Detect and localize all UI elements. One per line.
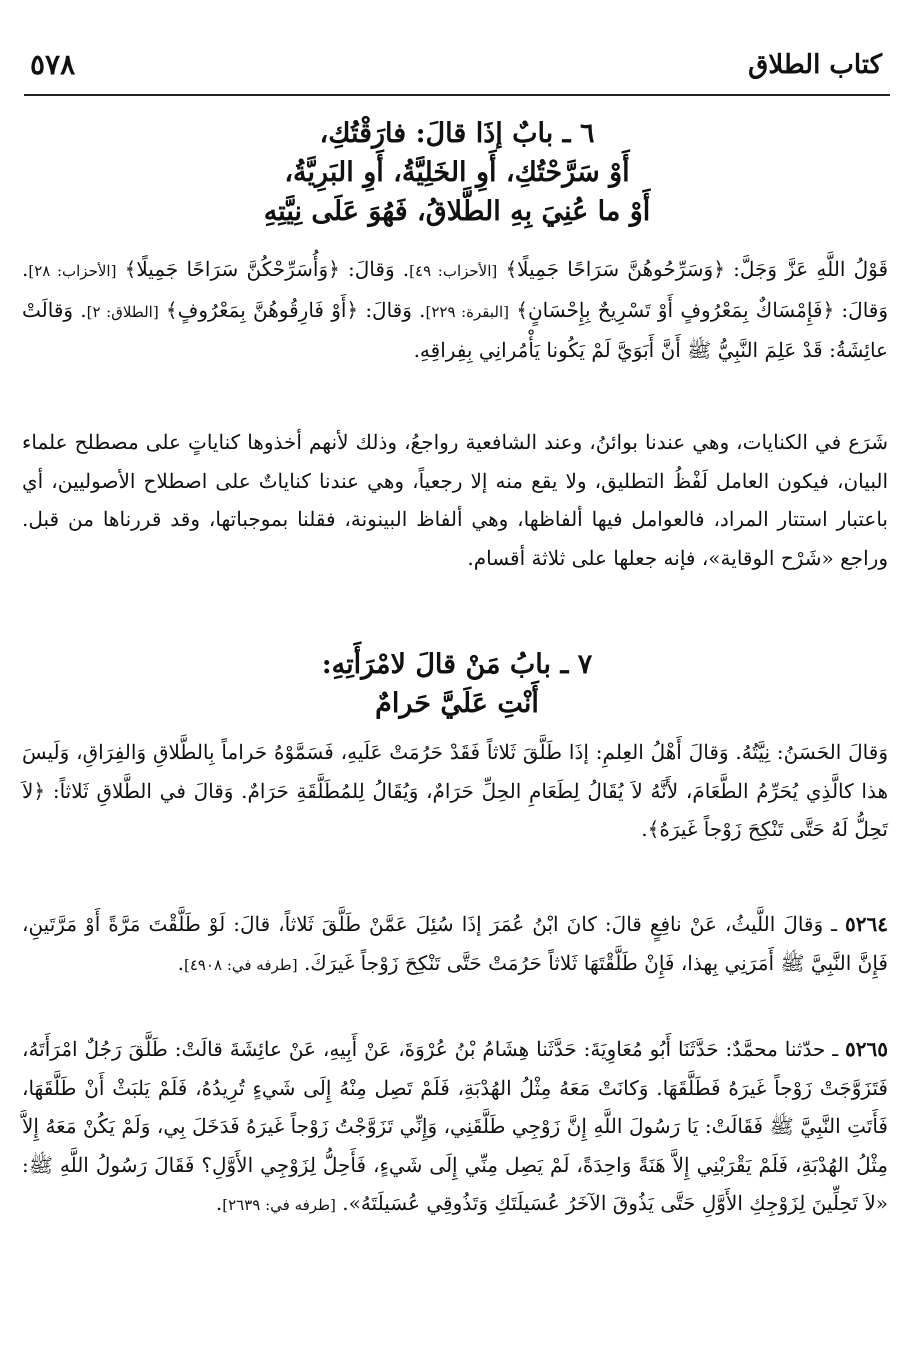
- verse-reference: [الطلاق: ٢]: [86, 302, 159, 321]
- verse-reference: [الأحزاب: ٢٨]: [28, 262, 117, 280]
- hadith-number: ٥٢٦٤: [845, 912, 888, 936]
- para-text: . وَقالَ: ﴿أَوْ فَارِقُوهُنَّ بِمَعْرُوفٍ﴾: [165, 297, 426, 322]
- cross-reference: [طرفه في: ٢٦٣٩]: [222, 1196, 336, 1214]
- hadith-end: .: [215, 1191, 223, 1215]
- page-header: [24, 46, 890, 96]
- chapter-6-title-line-1: ٦ ـ بابٌ إذَا قالَ: فارَقْتُكِ،: [319, 118, 595, 149]
- chapter-7-title: [30, 645, 884, 723]
- verse-reference: [البقرة: ٢٢٩]: [425, 302, 510, 321]
- para-text: قَوْلُ اللَّهِ عَزَّ وَجَلَّ: ﴿وَسَرِّحُوهُنَّ سَرَاحًا جَمِيلًا﴾: [505, 257, 889, 281]
- hadith-end: .: [177, 950, 184, 975]
- book-title: كتاب الطلاق: [748, 50, 882, 80]
- hadith-number: ٥٢٦٥: [845, 1037, 889, 1061]
- hadith-5265: [22, 1030, 888, 1225]
- quran-quotes-paragraph: [22, 250, 888, 370]
- chapter-7-intro-paragraph: وَقالَ الحَسَنُ: نِيَّتُهُ. وَقالَ أَهْلُ العِلمِ: إذَا طَلَّقَ ثَلاثاً فَقَدْ حَرُمَتْ عَلَيهِ، فَسَمَّوْهُ حَراماً بِالطَّلاقِ وَالفِرَاقِ، وَلَيسَ هذا كالَّذِي يُحَرِّمُ الطَّعَامَ، لأَنَّهُ لاَ يُقَالُ لِطَعَامِ الحِلِّ حَرَامٌ، وَيُقَالُ لِلمُطَلَّقَةِ حَرَامٌ. وَقالَ في الطَّلاقِ ثَلاثاً: ﴿لاَ تَحِلُّ لَهُ حَتَّى تَنْكِحَ زَوْجاً غَيرَهُ﴾.: [22, 740, 888, 841]
- hadith-text: ـ وَقالَ اللَّيثُ، عَنْ نافِعٍ قالَ: كانَ ابْنُ عُمَرَ إذَا سُئِلَ عَمَّنْ طَلَّقَ ثَلاثاً، قالَ: لَوْ طَلَّقْتَ مَرَّةً أَوْ مَرَّتَينِ، فَإِنَّ النَّبِيَّ ﷺ أَمَرَنِي بِهذا، فَإِنْ طَلَّقْتَهَا ثَلاثاً حَرُمَتْ حَتَّى تَنْكِحَ زَوْجاً غَيرَكَ.: [22, 912, 888, 975]
- verse-reference: [الأحزاب: ٤٩]: [409, 262, 498, 280]
- chapter-6-title: [30, 114, 884, 231]
- chapter-6-title-line-2: أَوْ سَرَّحْتُكِ، أَوِ الخَلِيَّةُ، أَوِ البَرِيَّةُ،: [284, 157, 630, 188]
- para-text: . وَقالَتْ عائِشَةُ: قَدْ عَلِمَ النَّبِيُّ ﷺ أَنَّ أَبَوَيَّ لَمْ يَكُونا يَأْمُرانِي بِفِراقِهِ.: [22, 297, 888, 362]
- hadith-5264: [22, 905, 888, 984]
- chapter-6-title-line-3: أَوْ ما عُنِيَ بِهِ الطَّلاقُ، فَهُوَ عَلَى نِيَّتِهِ: [263, 196, 651, 227]
- hadith-text: ـ حدّثنا محمَّدٌ: حَدَّثَنَا أَبُو مُعَاوِيَةَ: حَدَّثَنا هِشَامُ بْنُ عُرْوَةَ، عَنْ أَبِيهِ، عَنْ عائِشَةَ قالَتْ: طَلَّقَ رَجُلٌ امْرَأَتَهُ، فَتَزَوَّجَتْ زَوْجاً غَيرَهُ فَطَلَّقَهَا. وَكانَتْ مَعَهُ مِثْلُ الهُدْبَةِ، فَلَمْ تَصِل مِنْهُ إِلَى شَيءٍ تُرِيدُهُ، فَلَمْ يَلبَثْ أَنْ طَلَّقَهَا، فَأَتَتِ النَّبِيَّ ﷺ فَقَالَتْ: يَا رَسُولَ اللَّهِ إِنَّ زَوْجِي طَلَّقَنِي، وَإِنِّي تَزَوَّجْتُ زَوْجاً غَيرَهُ فَدَخَلَ بِي، وَلَمْ يَكُنْ مَعَهُ إِلاَّ مِثْلُ الهُدْبَةِ، فَلَمْ يَقْرَبْنِي إِلاَّ هَنَةً وَاحِدَةً، لَمْ يَصِل مِنِّي إِلَى شَيءٍ، فَأَحِلُّ لِزَوْجِي الأَوَّلِ؟ فَقَالَ رَسُولُ اللَّهِ ﷺ: «لاَ تَحِلِّينَ لِزَوْجِكِ الأَوَّلِ حَتَّى يَذُوقَ الآخَرُ عُسَيلَتَكِ وَتَذُوقِي عُسَيلَتَهُ».: [22, 1037, 888, 1215]
- para-text: . وَقالَ: ﴿وَأُسَرِّحْكُنَّ سَرَاحًا جَمِيلًا﴾: [124, 257, 410, 281]
- chapter-7-title-line-1: ٧ ـ بابُ مَنْ قالَ لامْرَأَتِهِ:: [321, 649, 593, 680]
- para-text: . وَقالَ: ﴿فَإِمْسَاكٌ بِمَعْرُوفٍ أَوْ تَسْرِيحٌ بِإِحْسَانٍ﴾: [22, 257, 889, 322]
- commentary-paragraph: شَرَع في الكنايات، وهي عندنا بوائنُ، وعند الشافعية رواجعُ، وذلك لأنهم أخذوها كناياتٍ على مصطلح علماء البيان، فيكون العامل لَفْظُ التطليق، ولا يقع منه إلا رجعياً، وهي عندنا كناياتٌ على اصطلاح الأصوليين، أي باعتبار استتار المراد، فالعوامل فيها ألفاظها، وهي ألفاظ البينونة، فقلنا بموجباتها، وقد قررناها من قبل. وراجع «شَرْح الوقاية»، فإنه جعلها على ثلاثة أقسام.: [22, 430, 888, 570]
- chapter-7-title-line-2: أَنْتِ عَلَيَّ حَرامٌ: [375, 688, 539, 719]
- page-number: ٥٧٨: [30, 48, 76, 81]
- cross-reference: [طرفه في: ٤٩٠٨]: [183, 955, 298, 974]
